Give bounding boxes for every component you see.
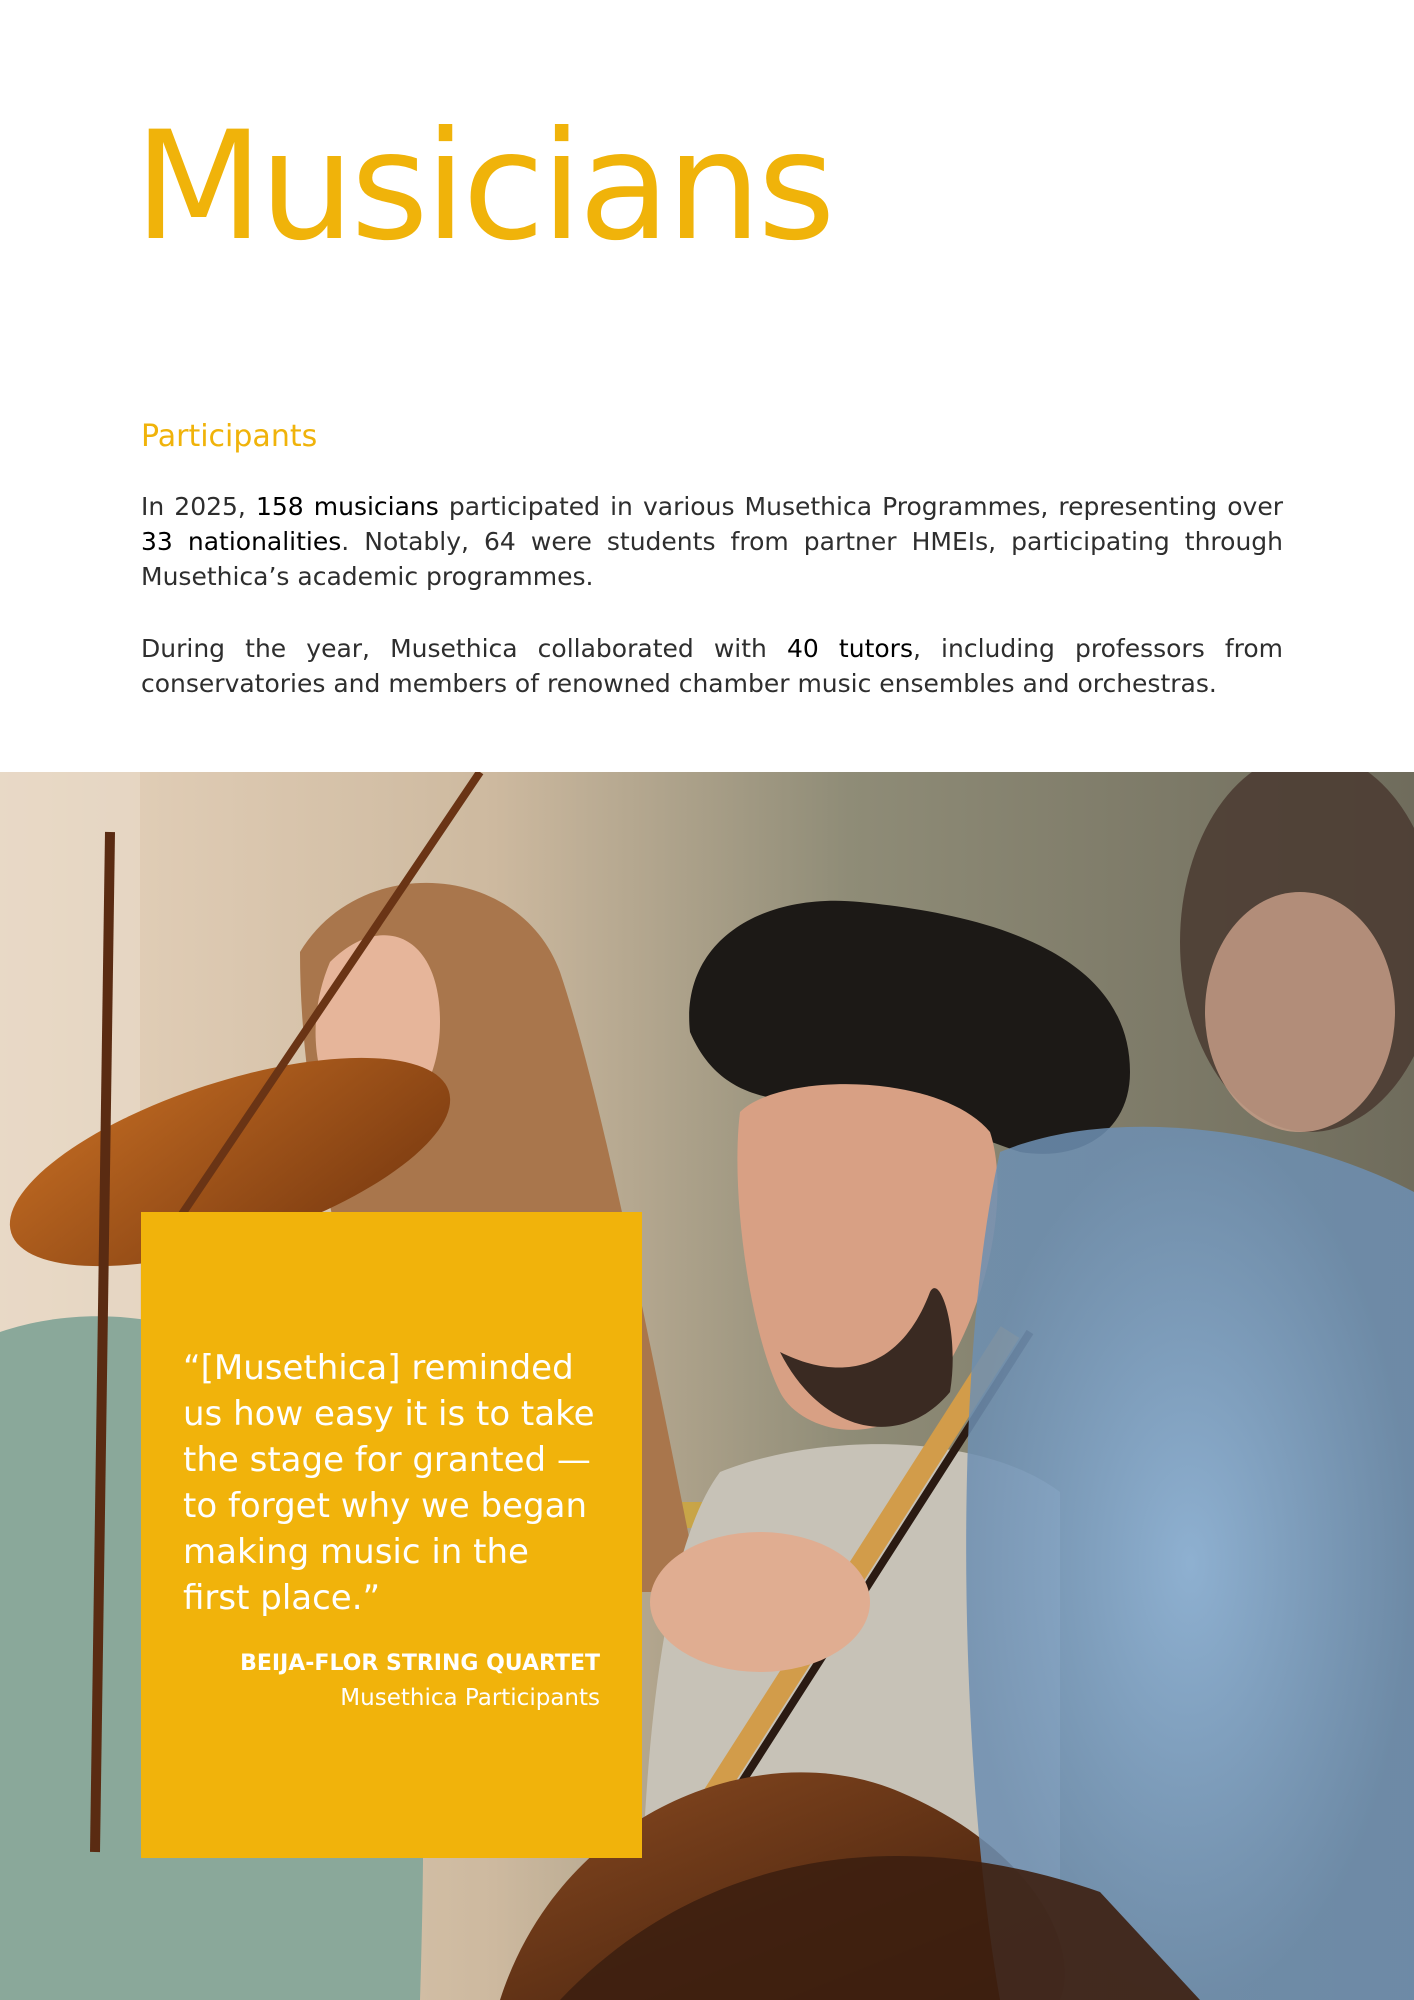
musicians-count: 158 musicians [255, 492, 439, 521]
p2-text-c: , including professors from conservatories and members of renowned chamber music ensembles and orchestras. [141, 634, 1284, 698]
page-title: Musicians [134, 100, 832, 274]
p1-text-c: participated in various Musethica Programmes, representing over [438, 492, 1283, 521]
p1-text-e: . Notably, 64 were students from partner HMEIs, participating through Musethica’s academic programmes. [141, 527, 1284, 591]
quote-author: BEIJA-FLOR STRING QUARTET [240, 1651, 600, 1676]
p1-text-a: In 2025, [141, 492, 256, 521]
p2-text-a: During the year, Musethica collaborated with [141, 634, 788, 663]
participants-paragraph-1 [141, 489, 1283, 594]
quote-box [141, 1212, 642, 1858]
section-heading-participants: Participants [141, 419, 318, 454]
quote-text: “[Musethica] reminded us how easy it is to take the stage for granted — to forget why we began making music in the first place.” [183, 1348, 595, 1618]
participants-paragraph-2 [141, 631, 1283, 701]
nationalities-count: 33 nationalities [141, 527, 342, 556]
quote-role: Musethica Participants [340, 1685, 600, 1711]
tutors-count: 40 tutors [787, 634, 913, 663]
